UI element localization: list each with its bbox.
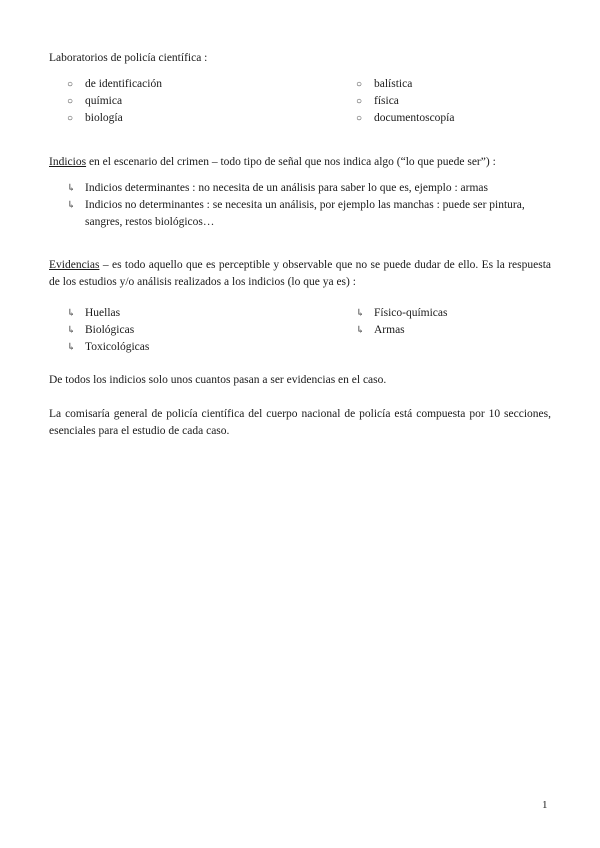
list-item: ○ química <box>49 93 338 110</box>
list-item: ↳ Biológicas <box>49 322 338 339</box>
indicios-list <box>49 180 551 231</box>
circle-bullet-icon: ○ <box>67 96 74 107</box>
indicios-term: Indicios <box>49 156 87 168</box>
labs-list-col2 <box>338 76 551 127</box>
labs-intro: Laboratorios de policía científica : <box>49 52 208 64</box>
circle-bullet-icon: ○ <box>356 79 363 90</box>
page-number: 1 <box>542 799 548 811</box>
arrow-bullet-icon: ↳ <box>67 200 76 211</box>
labs-list-col1 <box>49 76 338 127</box>
arrow-bullet-icon: ↳ <box>67 308 76 319</box>
list-item: ↳ Armas <box>338 322 551 339</box>
circle-bullet-icon: ○ <box>67 79 74 90</box>
list-item: ↳ Físico-químicas <box>338 305 551 322</box>
paragraph-comisaria: La comisaría general de policía científica del cuerpo nacional de policía está compuesta por 10 secciones, esenciales para el estudio de cada caso. <box>49 408 551 437</box>
evidencias-list-col2 <box>338 305 551 356</box>
arrow-bullet-icon: ↳ <box>356 325 365 336</box>
circle-bullet-icon: ○ <box>356 113 363 124</box>
list-item: ○ balística <box>338 76 551 93</box>
list-item: ○ de identificación <box>49 76 338 93</box>
arrow-bullet-icon: ↳ <box>356 308 365 319</box>
labs-list <box>49 76 551 127</box>
list-item: ↳ Indicios no determinantes : se necesita un análisis, por ejemplo las manchas : puede ser pintura, sangres, restos biológicos… <box>67 199 525 228</box>
evidencias-list-col1 <box>49 305 338 356</box>
document-page <box>49 50 551 440</box>
circle-bullet-icon: ○ <box>356 96 363 107</box>
list-item: ↳ Toxicológicas <box>49 339 338 356</box>
indicios-definition: Indicios en el escenario del crimen – todo tipo de señal que nos indica algo (“lo que puede ser”) : <box>49 156 496 168</box>
circle-bullet-icon: ○ <box>67 113 74 124</box>
list-item: ○ biología <box>49 110 338 127</box>
list-item: ○ física <box>338 93 551 110</box>
list-item: ↳ Huellas <box>49 305 338 322</box>
list-item: ↳ Indicios determinantes : no necesita de un análisis para saber lo que es, ejemplo : armas <box>49 180 551 197</box>
evidencias-list <box>49 305 551 356</box>
evidencias-definition: Evidencias – es todo aquello que es perceptible y observable que no se puede dudar de ello. Es la respuesta de los estudios y/o análisis realizados a los indicios (lo que ya es) : <box>49 259 551 288</box>
paragraph-evidencias-summary: De todos los indicios solo unos cuantos pasan a ser evidencias en el caso. <box>49 374 387 386</box>
arrow-bullet-icon: ↳ <box>67 183 76 194</box>
evidencias-term: Evidencias <box>49 259 100 271</box>
list-item: ○ documentoscopía <box>338 110 551 127</box>
arrow-bullet-icon: ↳ <box>67 342 76 353</box>
arrow-bullet-icon: ↳ <box>67 325 76 336</box>
